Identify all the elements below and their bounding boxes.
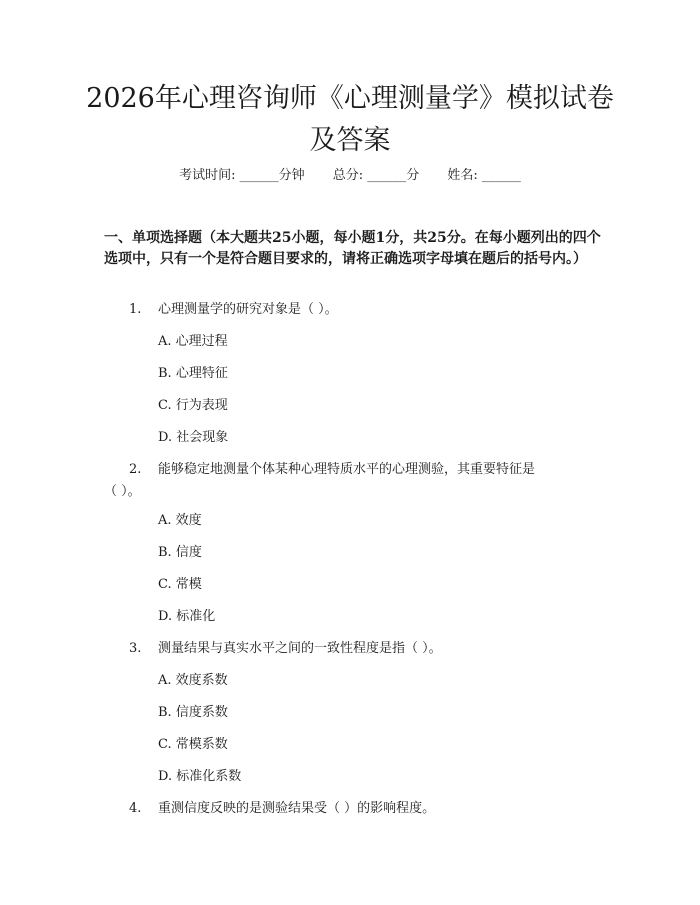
option-a: A. 心理过程 <box>158 334 228 349</box>
option-d: D. 社会现象 <box>158 430 229 445</box>
title-line-1: 2026年心理咨询师《心理测量学》模拟试卷 <box>86 83 614 114</box>
total-score: 总分: ______分 <box>332 168 420 183</box>
question-text: 心理测量学的研究对象是（ ）。 <box>158 302 338 317</box>
option-a: A. 效度系数 <box>158 673 228 688</box>
question-text-continued: （ ）。 <box>104 484 141 499</box>
question-text: 重测信度反映的是测验结果受（ ）的影响程度。 <box>158 801 436 816</box>
question-text: 能够稳定地测量个体某种心理特质水平的心理测验，其重要特征是 <box>158 462 536 477</box>
option-a: A. 效度 <box>158 513 202 528</box>
exam-meta <box>0 166 700 186</box>
option-b: B. 信度系数 <box>158 705 228 720</box>
option-b: B. 信度 <box>158 545 202 560</box>
exam-time: 考试时间: ______分钟 <box>179 168 305 183</box>
option-b: B. 心理特征 <box>158 366 228 381</box>
option-d: D. 标准化 <box>158 609 216 624</box>
page-title <box>80 78 620 162</box>
option-c: C. 常模系数 <box>158 737 228 752</box>
question-number: 3. <box>129 641 142 656</box>
question-number: 1. <box>129 302 142 317</box>
title-line-2: 及答案 <box>309 125 391 156</box>
option-c: C. 常模 <box>158 577 202 592</box>
question-number: 4. <box>129 801 142 816</box>
question-text: 测量结果与真实水平之间的一致性程度是指（ ）。 <box>158 641 442 656</box>
section-heading: 一、单项选择题（本大题共25小题，每小题1分，共25分。在每小题列出的四个选项中，只有一个是符合题目要求的，请将正确选项字母填在题后的括号内。） <box>104 230 601 267</box>
student-name: 姓名: ______ <box>447 168 521 183</box>
question-number: 2. <box>129 462 142 477</box>
option-c: C. 行为表现 <box>158 398 228 413</box>
option-d: D. 标准化系数 <box>158 769 242 784</box>
